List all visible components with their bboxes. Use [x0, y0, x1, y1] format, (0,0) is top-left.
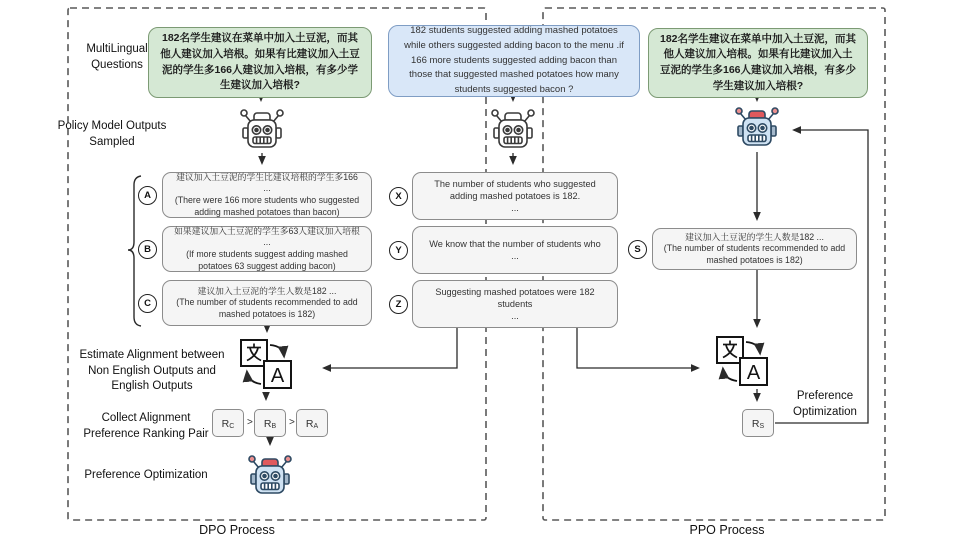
arrow-english-to-left-translate: [324, 328, 457, 368]
output-b-translation: (If more students suggest adding mashed potatoes 63 suggest adding bacon): [186, 249, 348, 271]
output-x-text: The number of students who suggested adding mashed potatoes is 182.: [434, 178, 596, 201]
output-tag-a: A: [138, 186, 157, 205]
reward-box-ra: [296, 409, 328, 437]
reward-box-rb: [254, 409, 286, 437]
policy-robot-ppo: [729, 103, 785, 151]
question-text-chinese-ppo: 182名学生建议在菜单中加入土豆泥，而其他人建议加入培根。如果有比建议加入土豆泥的学生多166人建议加入培根，有多少学生建议加入培根?: [659, 32, 857, 92]
question-text-english: 182 students suggested adding mashed potatoes while others suggested adding bacon to the menu .if 166 more students suggested adding bacon than those that suggested mashed potatoes how many students suggested bacon ?: [404, 25, 624, 96]
robot-icon: [485, 105, 541, 153]
output-z-text: Suggesting mashed potatoes were 182 students: [435, 286, 595, 309]
policy-robot-english: [485, 105, 541, 153]
output-tag-c: C: [138, 294, 157, 313]
reward-rb-sub: B: [271, 423, 277, 430]
output-tag-x: X: [389, 187, 408, 206]
output-a-text: 建议加入土豆泥的学生比建议培根的学生多166 ...: [176, 171, 358, 194]
output-x-ellipsis: ...: [511, 203, 519, 214]
translate-icon-dpo: [238, 337, 294, 391]
feedback-loop-arrow-ppo: [775, 130, 868, 423]
output-z-ellipsis: ...: [511, 311, 519, 322]
reward-rs-sub: S: [759, 423, 765, 430]
translate-alignment-icon: [238, 337, 294, 391]
reward-rs-base: R: [751, 417, 760, 430]
output-y-ellipsis: ...: [511, 251, 519, 261]
output-a-translation: (There were 166 more students who suggested adding mashed potatoes than bacon): [174, 195, 360, 217]
ppo-process-label: PPO Process: [689, 523, 765, 537]
greater-than-sign-2: >: [289, 417, 295, 428]
preference-optimization-label-dpo: Preference Optimization: [84, 469, 208, 481]
colored-robot-icon: [242, 451, 298, 499]
output-box-z: [412, 280, 618, 328]
reward-rc-base: R: [221, 417, 230, 430]
output-box-c: [162, 280, 372, 326]
dpo-process-label: DPO Process: [199, 523, 275, 537]
output-c-translation: (The number of students recommended to add mashed potatoes is 182): [176, 297, 358, 319]
reward-rb-base: R: [263, 417, 272, 430]
output-tag-y: Y: [389, 241, 408, 260]
question-box-chinese-dpo: [148, 27, 372, 98]
output-tag-z: Z: [389, 295, 408, 314]
output-box-s: [652, 228, 857, 270]
output-box-b: [162, 226, 372, 272]
policy-model-outputs-label: Policy Model Outputs Sampled: [57, 120, 167, 148]
question-text-chinese-dpo: 182名学生建议在菜单中加入土豆泥，而其他人建议加入培根。如果有比建议加入土豆泥的学生多166人建议加入培根，有多少学生建议加入培根?: [160, 32, 360, 92]
reward-ra-sub: A: [313, 423, 319, 430]
reward-box-rs: [742, 409, 774, 437]
reward-rc-sub: C: [229, 423, 235, 430]
question-box-chinese-ppo: [648, 28, 868, 98]
question-box-english: [388, 25, 640, 97]
optimized-robot-dpo: [242, 451, 298, 499]
reward-box-rc: [212, 409, 244, 437]
output-tag-s: S: [628, 240, 647, 259]
multilingual-questions-label: MultiLingual Questions: [86, 43, 148, 71]
collect-alignment-label: Collect Alignment Preference Ranking Pair: [83, 412, 209, 440]
output-box-y: [412, 226, 618, 274]
translate-icon-ppo: [714, 334, 770, 388]
preference-optimization-label-ppo: Preference Optimization: [793, 390, 857, 418]
greater-than-sign-1: >: [247, 417, 253, 428]
reward-ra-base: R: [305, 417, 314, 430]
translate-alignment-icon: [714, 334, 770, 388]
output-s-text: 建议加入土豆泥的学生人数是182 ...: [685, 231, 824, 242]
output-c-text: 建议加入土豆泥的学生人数是182 ...: [197, 285, 337, 296]
output-tag-b: B: [138, 240, 157, 259]
output-b-text: 如果建议加入土豆泥的学生多63人建议加入培根 ...: [174, 225, 360, 248]
estimate-alignment-label: Estimate Alignment between Non English Outputs and English Outputs: [79, 349, 225, 393]
arrow-english-to-right-translate: [577, 328, 698, 368]
output-box-x: [412, 172, 618, 220]
colored-robot-icon: [729, 103, 785, 151]
policy-robot-dpo: [234, 105, 290, 153]
output-y-text: We know that the number of students who: [429, 238, 601, 249]
output-box-a: [162, 172, 372, 218]
latin-letter-glyph: A: [270, 365, 285, 387]
output-s-translation: (The number of students recommended to add mashed potatoes is 182): [663, 243, 846, 265]
latin-letter-glyph: A: [746, 362, 761, 384]
robot-icon: [234, 105, 290, 153]
